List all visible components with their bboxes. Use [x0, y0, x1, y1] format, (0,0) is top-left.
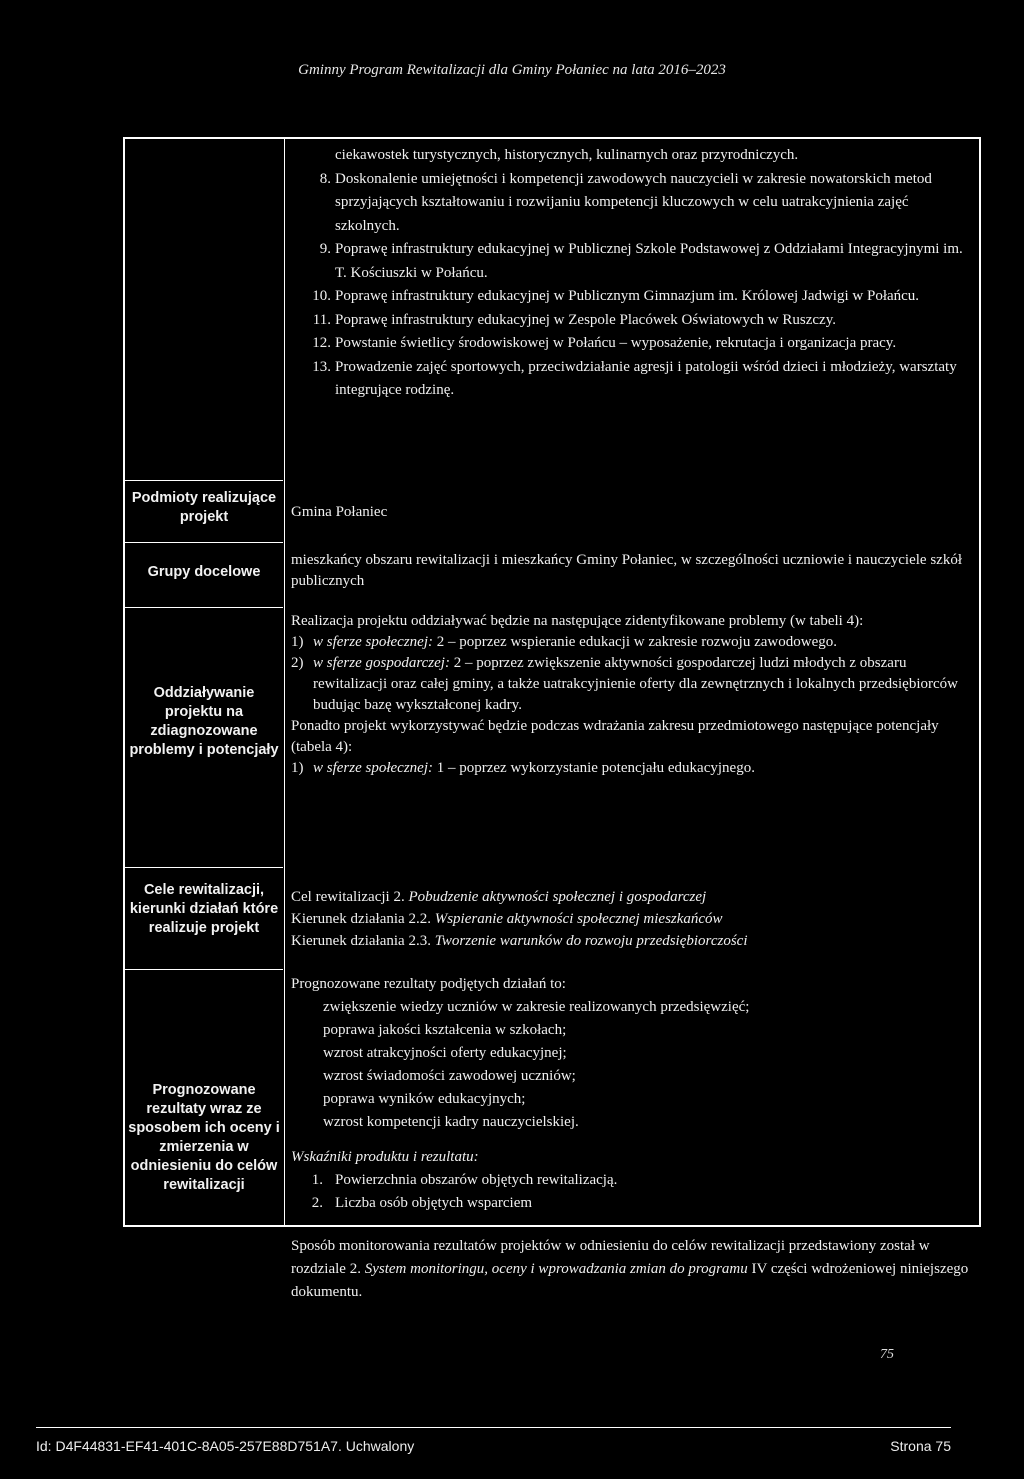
- indicator-item: 2. Liczba osób objętych wsparciem: [311, 1195, 533, 1211]
- monitoring-text: Sposób monitorowania rezultatów projektów w odniesieniu do celów rewitalizacji przedstawiony został w rozdziale 2. System monitoringu, oceny i wprowadzania zmian do programu IV części wdrożeniowej niniejszego dokumentu.: [291, 1238, 969, 1300]
- result-item: zwiększenie wiedzy uczniów w zakresie realizowanych przedsięwzięć;: [323, 999, 750, 1015]
- document-id: Id: D4F44831-EF41-401C-8A05-257E88D751A7. Uchwalony: [36, 1438, 415, 1454]
- list-intro: ciekawostek turystycznych, historycznych, kulinarnych oraz przyrodniczych.: [335, 147, 799, 163]
- row-divider: [125, 542, 283, 543]
- cel-line: Cel rewitalizacji 2. Pobudzenie aktywności społecznej i gospodarczej: [291, 889, 707, 905]
- oddzialywanie-intro2: Ponadto projekt wykorzystywać będzie podczas wdrażania zakresu przedmiotowego następujące potencjały (tabela 4):: [291, 718, 939, 755]
- page-number: 75: [880, 1347, 894, 1362]
- project-table: [123, 137, 981, 1300]
- cele-value: [291, 886, 975, 952]
- label-oddzialywanie: Oddziaływanie projektu na zdiagnozowane problemy i potencjały: [129, 685, 279, 758]
- footer-page: Strona 75: [890, 1438, 951, 1454]
- wskazniki-title: Wskaźniki produktu i rezultatu:: [291, 1149, 479, 1165]
- rezultaty-value: [291, 973, 975, 1304]
- list-item: 8. Doskonalenie umiejętności i kompetencji zawodowych nauczycieli w zakresie nowatorskich metod sprzyjających kształtowaniu i rozwijaniu kompetencji kluczowych w celu uatrakcyjnienia zajęć szkolnych.: [319, 170, 932, 234]
- list-item: 11. Poprawę infrastruktury edukacyjnej w Zespole Placówek Oświatowych w Ruszczy.: [312, 311, 836, 328]
- result-item: wzrost świadomości zawodowej uczniów;: [323, 1068, 576, 1084]
- label-grupy: Grupy docelowe: [147, 564, 261, 580]
- kierunek-line: Kierunek działania 2.3. Tworzenie warunków do rozwoju przedsiębiorczości: [291, 933, 748, 949]
- row-divider: [125, 867, 283, 868]
- potential-item: 1) w sferze społecznej: 1 – poprzez wykorzystanie potencjału edukacyjnego.: [291, 760, 755, 776]
- label-cele: Cele rewitalizacji, kierunki działań które realizuje projekt: [129, 882, 279, 936]
- label-rezultaty: Prognozowane rezultaty wraz ze sposobem ich oceny i zmierzenia w odniesieniu do celów rewitalizacji: [128, 1082, 280, 1193]
- problem-item: 1) w sferze społecznej: 2 – poprzez wspieranie edukacji w zakresie rozwoju zawodowego.: [291, 634, 837, 650]
- result-item: poprawa wyników edukacyjnych;: [323, 1091, 526, 1107]
- result-item: wzrost atrakcyjności oferty edukacyjnej;: [323, 1045, 567, 1061]
- rezultaty-intro: Prognozowane rezultaty podjętych działań to:: [291, 976, 566, 992]
- result-item: wzrost kompetencji kadry nauczycielskiej.: [323, 1114, 579, 1130]
- column-divider: [284, 139, 285, 1225]
- page-header: Gminny Program Rewitalizacji dla Gminy Połaniec na lata 2016–2023: [298, 62, 726, 78]
- oddzialywanie-value: [291, 611, 975, 779]
- indicator-item: 1. Powierzchnia obszarów objętych rewitalizacją.: [311, 1172, 618, 1188]
- label-podmioty: Podmioty realizujące projekt: [131, 490, 277, 525]
- grupy-value: mieszkańcy obszaru rewitalizacji i mieszkańcy Gminy Połaniec, w szczególności uczniowie i nauczyciele szkół publicznych: [291, 552, 962, 589]
- footer-rule: [36, 1427, 951, 1428]
- row-divider: [125, 969, 283, 970]
- row-divider: [125, 480, 283, 481]
- kierunek-line: Kierunek działania 2.2. Wspieranie aktywności społecznej mieszkańców: [291, 911, 723, 927]
- list-item: 13. Prowadzenie zajęć sportowych, przeciwdziałanie agresji i patologii wśród dzieci i młodzieży, warsztaty integrujące rodzinę.: [312, 358, 957, 398]
- list-item: 10. Poprawę infrastruktury edukacyjnej w Publicznym Gimnazjum im. Królowej Jadwigi w Połańcu.: [312, 288, 920, 304]
- oddzialywanie-intro: Realizacja projektu oddziaływać będzie na następujące zidentyfikowane problemy (w tabeli 4):: [291, 613, 864, 629]
- list-item: 9. Poprawę infrastruktury edukacyjnej w Publicznej Szkole Podstawowej z Oddziałami Integracyjnymi im. T. Kościuszki w Połańcu.: [319, 241, 963, 281]
- problem-item: 2) w sferze gospodarczej: 2 – poprzez zwiększenie aktywności gospodarczej ludzi młodych z obszaru rewitalizacji oraz całej gminy, a także uatrakcyjnienie oferty dla zewnętrznych i lokalnych przedsiębiorców budując bazę wykształconej kadry.: [291, 655, 958, 713]
- row-divider: [125, 607, 283, 608]
- list-item: 12. Powstanie świetlicy środowiskowej w Połańcu – wyposażenie, rekrutacja i organizacja pracy.: [312, 335, 897, 351]
- podmioty-value: Gmina Połaniec: [291, 504, 388, 520]
- result-item: poprawa jakości kształcenia w szkołach;: [323, 1022, 567, 1038]
- activity-list: [291, 144, 975, 403]
